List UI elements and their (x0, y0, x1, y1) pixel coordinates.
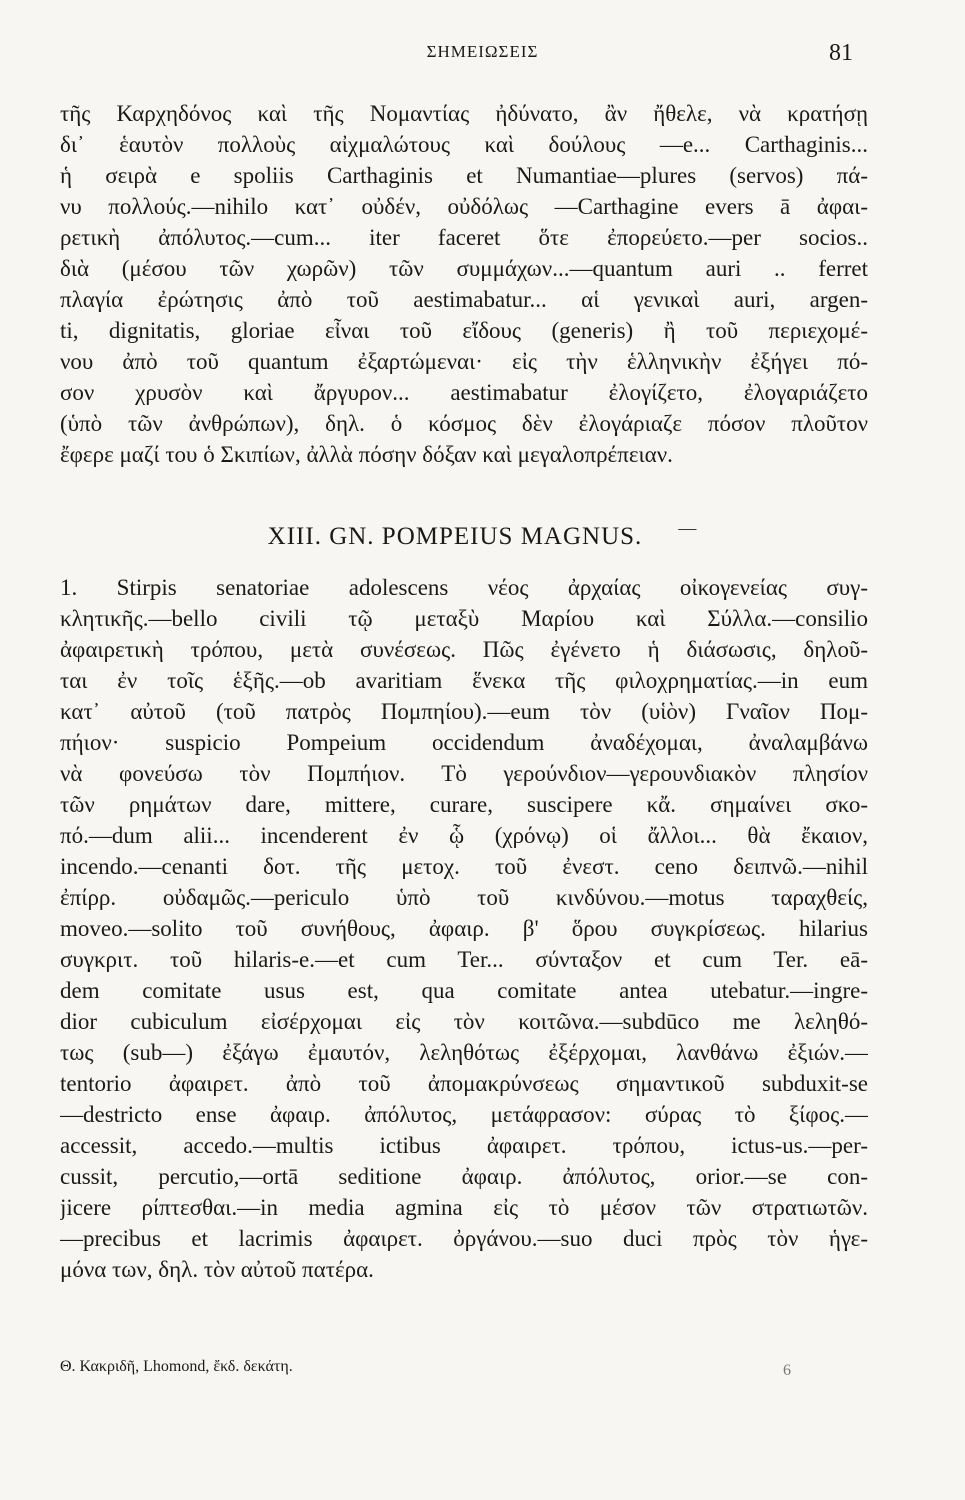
text-line: δι᾽ ἑαυτὸν πολλοὺς αἰχμαλώτους καὶ δούλους —e... Carthaginis... (60, 132, 868, 157)
notes-top-block (60, 98, 868, 470)
text-line: jicere ρίπτεσθαι.—in media agmina εἰς τὸ μέσον τῶν στρατιωτῶν. (60, 1195, 868, 1220)
text-line: dem comitate usus est, qua comitate antea utebatur.—ingre- (60, 978, 868, 1003)
text-line: τῆς Καρχηδόνος καὶ τῆς Νομαντίας ἠδύνατο, ἂν ἤθελε, νὰ κρατήσῃ (60, 101, 868, 126)
text-line: (ὑπὸ τῶν ἀνθρώπων), δηλ. ὁ κόσμος δὲν ἐλογάριαζε πόσον πλοῦτον (60, 411, 868, 436)
text-line: tentorio ἀφαιρετ. ἀπὸ τοῦ ἀπομακρύνσεως σημαντικοῦ subduxit-se (60, 1071, 868, 1096)
text-line: συγκριτ. τοῦ hilaris-e.—et cum Ter... σύνταξον et cum Ter. eā- (60, 947, 868, 972)
text-line: τῶν ρημάτων dare, mittere, curare, suscipere κἄ. σημαίνει σκο- (60, 792, 868, 817)
text-line: πό.—dum alii... incenderent ἐν ᾧ (χρόνῳ) οἱ ἄλλοι... θὰ ἔκαιον, (60, 823, 868, 848)
footnote-mark: 6 (783, 1362, 791, 1379)
text-line: κατ᾽ αὐτοῦ (τοῦ πατρὸς Πομπηίου).—eum τὸν (υἱὸν) Γναῖον Πομ- (60, 699, 868, 724)
text-line: πήιον· suspicio Pompeium occidendum ἀναδέχομαι, ἀναλαμβάνω (60, 730, 868, 755)
text-line: incendo.—cenanti δοτ. τῆς μετοχ. τοῦ ἐνεστ. ceno δειπνῶ.—nihil (60, 854, 868, 879)
text-line: accessit, accedo.—multis ictibus ἀφαιρετ. τρόπου, ictus-us.—per- (60, 1133, 868, 1158)
text-line: τως (sub—) ἐξάγω ἐμαυτόν, λεληθότως ἐξέρχομαι, λανθάνω ἐξιών.— (60, 1040, 868, 1065)
text-line: μόνα των, δηλ. τὸν αὐτοῦ πατέρα. (60, 1257, 374, 1282)
running-head: ΣΗΜΕΙΩΣΕΙΣ (426, 42, 539, 61)
text-line: ται ἐν τοῖς ἑξῆς.—ob avaritiam ἕνεκα τῆς φιλοχρηματίας.—in eum (60, 668, 868, 693)
text-line: ἔφερε μαζί του ὁ Σκιπίων, ἀλλὰ πόσην δόξαν καὶ μεγαλοπρέπειαν. (60, 442, 673, 467)
text-line: ρετικὴ ἀπόλυτος.—cum... iter faceret ὅτε ἐπορεύετο.—per socios.. (60, 225, 868, 250)
text-line: dior cubiculum εἰσέρχομαι εἰς τὸν κοιτῶνα.—subdūco me λεληθό- (60, 1009, 868, 1034)
text-line: νυ πολλούς.—nihilo κατ᾽ οὐδέν, οὐδόλως —Carthagine evers ā ἀφαι- (60, 194, 868, 219)
text-line: —destricto ense ἀφαιρ. ἀπόλυτος, μετάφρασον: σύρας τὸ ξίφος.— (60, 1102, 868, 1127)
text-line: moveo.—solito τοῦ συνήθους, ἀφαιρ. β' ὅρου συγκρίσεως. hilarius (60, 916, 868, 941)
notes-main-block (60, 572, 868, 1285)
section-dash: — (678, 518, 698, 538)
footnote: Θ. Κακριδῆ, Lhomond, ἔκδ. δεκάτη. (60, 1358, 293, 1375)
text-line: —precibus et lacrimis ἀφαιρετ. ὀργάνου.—suo duci πρὸς τὸν ἡγε- (60, 1226, 868, 1251)
text-line: 1. Stirpis senatoriae adolescens νέος ἀρχαίας οἰκογενείας συγ- (60, 575, 868, 600)
text-line: ἐπίρρ. οὐδαμῶς.—periculo ὑπὸ τοῦ κινδύνου.—motus ταραχθείς, (60, 885, 868, 910)
text-line: ἡ σειρὰ e spoliis Carthaginis et Numantiae—plures (servos) πά- (60, 163, 868, 188)
text-line: ti, dignitatis, gloriae εἶναι τοῦ εἴδους (generis) ἢ τοῦ περιεχομέ- (60, 318, 868, 343)
text-line: πλαγία ἐρώτησις ἀπὸ τοῦ aestimabatur... αἱ γενικαὶ auri, argen- (60, 287, 868, 312)
section-heading (0, 518, 965, 551)
text-line: διὰ (μέσου τῶν χωρῶν) τῶν συμμάχων...—quantum auri .. ferret (60, 256, 868, 281)
text-line: νὰ φονεύσω τὸν Πομπήιον. Τὸ γερούνδιον—γερουνδιακὸν πλησίον (60, 761, 868, 786)
text-line: σον χρυσὸν καὶ ἄργυρον... aestimabatur ἐλογίζετο, ἐλογαριάζετο (60, 380, 868, 405)
text-line: κλητικῆς.—bello civili τῷ μεταξὺ Μαρίου καὶ Σύλλα.—consilio (60, 606, 868, 631)
text-line: ἀφαιρετικὴ τρόπου, μετὰ συνέσεως. Πῶς ἐγένετο ἡ διάσωσις, δηλοῦ- (60, 637, 868, 662)
text-line: νου ἀπὸ τοῦ quantum ἐξαρτώμεναι· εἰς τὴν ἑλληνικὴν ἐξήγει πό- (60, 349, 868, 374)
page-number: 81 (829, 40, 853, 66)
section-title: XIII. GN. POMPEIUS MAGNUS. (267, 523, 643, 550)
text-line: cussit, percutio,—ortā seditione ἀφαιρ. ἀπόλυτος, orior.—se con- (60, 1164, 868, 1189)
